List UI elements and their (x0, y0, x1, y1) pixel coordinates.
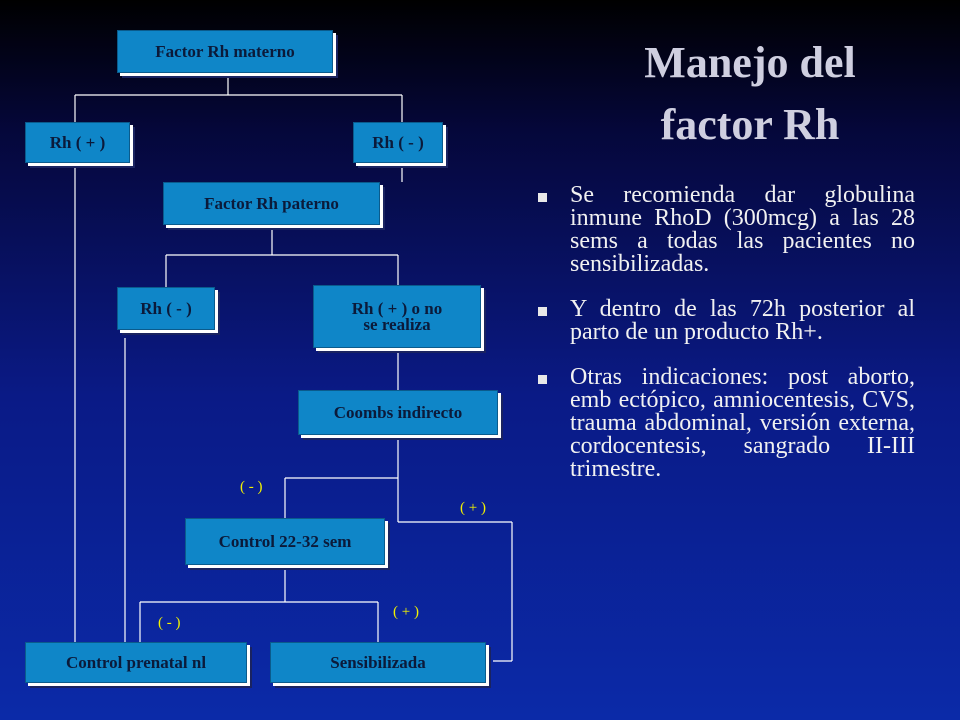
node-sensibilizada (270, 642, 486, 683)
node-label: Factor Rh materno (155, 42, 295, 61)
node-label: Rh ( + ) (49, 133, 106, 152)
edge-label-control-negative: ( - ) (158, 615, 181, 631)
node-label: Sensibilizada (330, 653, 426, 672)
node-rh-negative-materno (353, 122, 443, 163)
node-label: Control prenatal nl (65, 653, 207, 672)
square-bullet-icon (538, 307, 547, 316)
slide-title (560, 32, 940, 156)
bullet-item (535, 184, 915, 276)
node-rh-positive-paterno (313, 285, 481, 348)
title-line-2: factor Rh (660, 100, 840, 149)
bullet-text: Y dentro de las 72h posterior al parto de un producto Rh+. (570, 296, 915, 345)
node-label-line2: se realiza (363, 314, 431, 334)
node-label: Coombs indirecto (333, 403, 463, 422)
edge-label-control-positive: ( + ) (393, 604, 419, 620)
node-factor-rh-paterno (163, 182, 380, 225)
node-rh-negative-paterno (117, 287, 215, 330)
bullet-item (535, 366, 915, 481)
square-bullet-icon (538, 375, 547, 384)
edge-label-coombs-negative: ( - ) (240, 479, 263, 495)
node-coombs-indirecto (298, 390, 498, 435)
title-line-1: Manejo del (644, 38, 856, 87)
square-bullet-icon (538, 193, 547, 202)
node-factor-rh-materno (117, 30, 333, 73)
bullet-text: Otras indicaciones: post aborto, emb ectópico, amniocentesis, CVS, trauma abdominal, versión externa, cordocentesis, sangrado II-III trimestre. (570, 364, 915, 482)
node-control-22-32-sem (185, 518, 385, 565)
bullet-list (535, 184, 915, 503)
node-label-line1: Rh ( + ) o no (351, 298, 443, 318)
bullet-text: Se recomienda dar globulina inmune RhoD (300mcg) a las 28 sems a todas las pacientes no sensibilizadas. (570, 182, 915, 277)
node-label: Factor Rh paterno (204, 194, 339, 213)
bullet-item (535, 298, 915, 344)
edge-label-coombs-positive: ( + ) (460, 500, 486, 516)
node-label: Control 22-32 sem (218, 532, 352, 551)
node-control-prenatal-nl (25, 642, 247, 683)
node-rh-positive-materno (25, 122, 130, 163)
node-label: Rh ( - ) (372, 133, 424, 152)
node-label: Rh ( - ) (140, 299, 192, 318)
